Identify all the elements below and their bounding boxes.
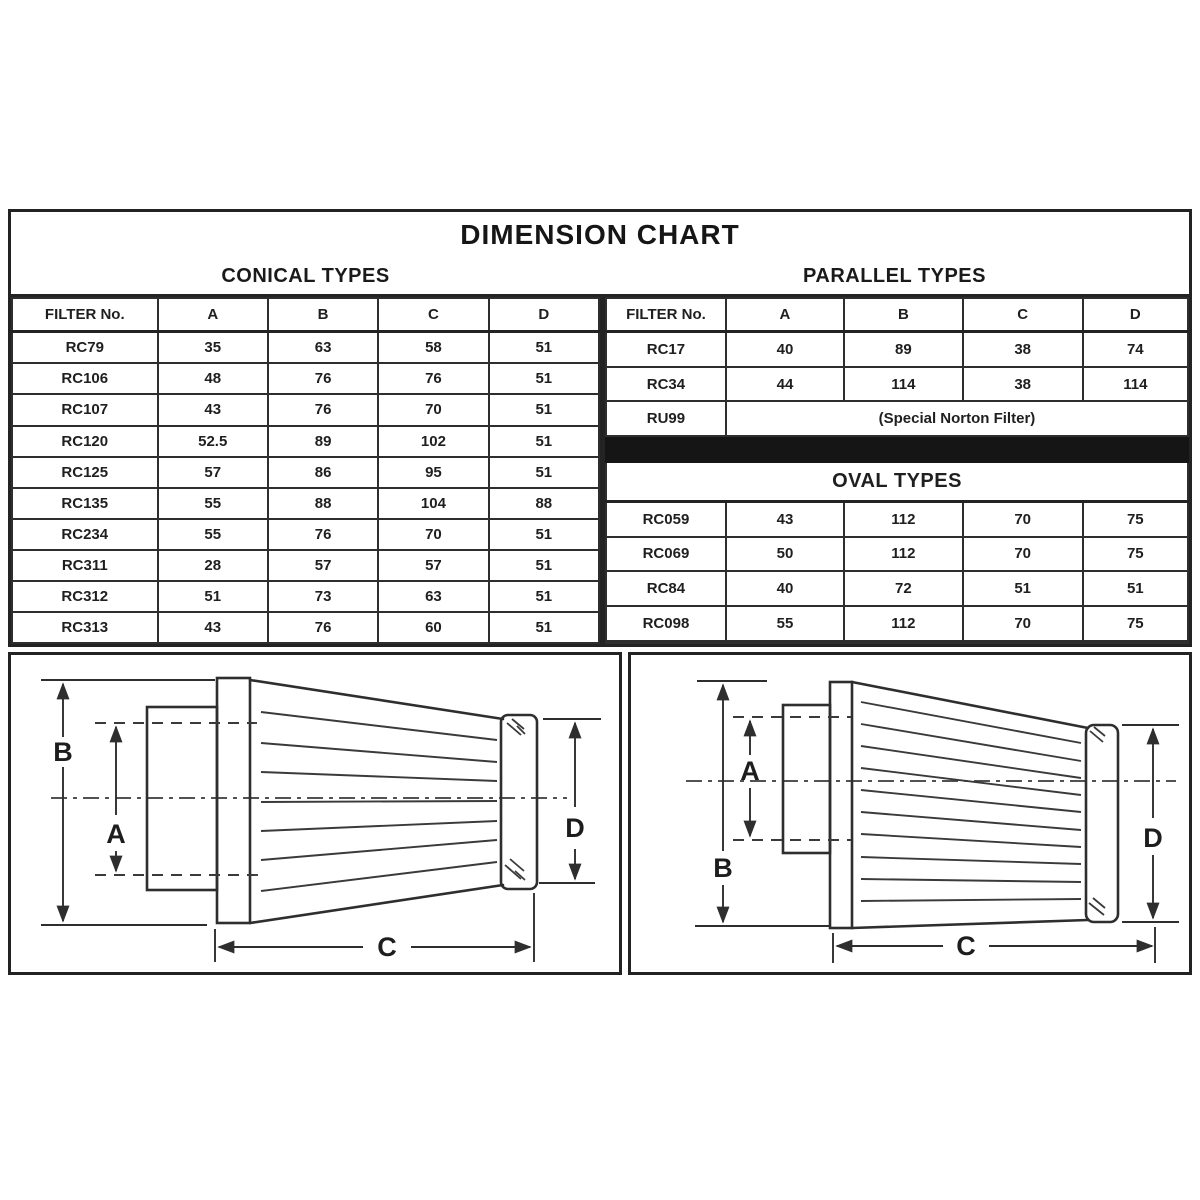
dim-label-a: A [106, 819, 126, 849]
dim-value-cell: 48 [158, 363, 268, 394]
column-header-a: A [726, 298, 844, 332]
filter-row [12, 426, 599, 457]
dim-value-cell: 51 [489, 519, 599, 550]
separator-bar [606, 436, 1188, 461]
parallel-filter-drawing [631, 655, 1189, 972]
dim-label-b: B [53, 737, 73, 767]
filter-row [12, 612, 599, 643]
dim-value-cell: 51 [489, 581, 599, 612]
filter-row [606, 606, 1188, 641]
column-header-b: B [268, 298, 378, 332]
filter-row [12, 457, 599, 488]
dim-value-cell: 51 [1083, 571, 1188, 606]
dim-value-cell: 28 [158, 550, 268, 581]
filter-no-cell: RC79 [12, 332, 158, 364]
filter-no-cell: RC125 [12, 457, 158, 488]
dim-value-cell: 44 [726, 367, 844, 402]
dim-value-cell: 51 [963, 571, 1083, 606]
end-cap [501, 715, 537, 889]
filter-no-cell: RC120 [12, 426, 158, 457]
dim-value-cell: 104 [378, 488, 488, 519]
dim-value-cell: 58 [378, 332, 488, 364]
dim-value-cell: 75 [1083, 606, 1188, 641]
dim-value-cell: 51 [158, 581, 268, 612]
dim-value-cell: 112 [844, 537, 963, 572]
filter-row [12, 488, 599, 519]
conical-table [11, 297, 600, 644]
dim-value-cell: 51 [489, 550, 599, 581]
filter-no-cell: RC098 [606, 606, 726, 641]
dim-value-cell: 102 [378, 426, 488, 457]
filter-row [12, 550, 599, 581]
dim-value-cell: 35 [158, 332, 268, 364]
dim-value-cell: 50 [726, 537, 844, 572]
body-top-edge [852, 682, 1088, 728]
filter-row [12, 332, 599, 364]
dim-value-cell: 51 [489, 394, 599, 425]
dim-label-d: D [1143, 823, 1163, 853]
filter-no-cell: RC106 [12, 363, 158, 394]
filter-row [606, 501, 1188, 536]
dim-value-cell: 57 [268, 550, 378, 581]
conical-table-panel [11, 297, 600, 644]
parallel-oval-table-panel [600, 297, 1189, 644]
filter-no-cell: RC17 [606, 332, 726, 367]
mounting-flange [830, 682, 852, 928]
dimension-chart-block [8, 209, 1192, 647]
end-cap [1086, 725, 1118, 922]
filter-no-cell: RC312 [12, 581, 158, 612]
filter-row [606, 571, 1188, 606]
conical-section-title: CONICAL TYPES [221, 264, 390, 287]
column-header-b: B [844, 298, 963, 332]
pleat-lines [261, 712, 497, 891]
dim-value-cell: 75 [1083, 537, 1188, 572]
dim-value-cell: 89 [844, 332, 963, 367]
filter-row [12, 519, 599, 550]
filter-no-cell: RC34 [606, 367, 726, 402]
filter-no-cell: RC107 [12, 394, 158, 425]
oval-section-title-row [606, 462, 1188, 502]
filter-row [606, 537, 1188, 572]
column-header-c: C [963, 298, 1083, 332]
dimension-a [733, 717, 851, 840]
dim-value-cell: 74 [1083, 332, 1188, 367]
conical-header-row [12, 298, 599, 332]
dim-label-c: C [377, 932, 397, 962]
dim-value-cell: 86 [268, 457, 378, 488]
dim-value-cell: 88 [489, 488, 599, 519]
dim-value-cell: 76 [268, 363, 378, 394]
special-note-cell: (Special Norton Filter) [726, 401, 1188, 436]
dim-value-cell: 76 [268, 394, 378, 425]
dim-value-cell: 114 [844, 367, 963, 402]
dim-value-cell: 51 [489, 457, 599, 488]
dim-value-cell: 51 [489, 426, 599, 457]
dim-value-cell: 70 [963, 606, 1083, 641]
dim-value-cell: 51 [489, 332, 599, 364]
separator-bar-cell [606, 436, 1188, 461]
parallel-oval-table [605, 297, 1189, 644]
parallel-section-title: PARALLEL TYPES [803, 264, 986, 287]
section-title-row [11, 258, 1189, 294]
inlet-collar [783, 705, 830, 853]
column-header-filter-no: FILTER No. [606, 298, 726, 332]
dim-value-cell: 112 [844, 606, 963, 641]
dim-value-cell: 38 [963, 367, 1083, 402]
dim-label-d: D [565, 813, 585, 843]
dim-value-cell: 52.5 [158, 426, 268, 457]
column-header-d: D [489, 298, 599, 332]
title-row [11, 212, 1189, 258]
mounting-flange [217, 678, 250, 923]
dimension-d [1122, 725, 1179, 922]
filter-no-cell: RC069 [606, 537, 726, 572]
filter-row [606, 332, 1188, 367]
pleat-lines [861, 702, 1081, 901]
conical-filter-drawing [11, 655, 619, 972]
dim-label-b: B [713, 853, 733, 883]
cap-hatching [1089, 727, 1105, 915]
special-filter-row [606, 401, 1188, 436]
dim-value-cell: 40 [726, 571, 844, 606]
parallel-diagram-box [628, 652, 1192, 975]
conical-diagram-box [8, 652, 622, 975]
page-title: DIMENSION CHART [460, 219, 740, 250]
filter-no-cell: RC313 [12, 612, 158, 643]
dim-value-cell: 72 [844, 571, 963, 606]
dim-value-cell: 76 [378, 363, 488, 394]
dim-value-cell: 89 [268, 426, 378, 457]
dim-value-cell: 112 [844, 501, 963, 536]
filter-no-cell: RC234 [12, 519, 158, 550]
filter-row [12, 581, 599, 612]
dimension-a [95, 723, 261, 875]
dim-value-cell: 76 [268, 612, 378, 643]
dim-value-cell: 114 [1083, 367, 1188, 402]
filter-no-cell: RC311 [12, 550, 158, 581]
dimension-b [41, 680, 215, 925]
dim-value-cell: 70 [378, 394, 488, 425]
column-header-filter-no: FILTER No. [12, 298, 158, 332]
dim-value-cell: 55 [158, 519, 268, 550]
dim-value-cell: 63 [378, 581, 488, 612]
filter-row [12, 394, 599, 425]
filter-no-cell: RU99 [606, 401, 726, 436]
dim-value-cell: 76 [268, 519, 378, 550]
dimension-d [539, 719, 601, 883]
filter-no-cell: RC84 [606, 571, 726, 606]
parallel-header-row [606, 298, 1188, 332]
dim-value-cell: 57 [378, 550, 488, 581]
filter-no-cell: RC059 [606, 501, 726, 536]
dim-value-cell: 73 [268, 581, 378, 612]
cone-top-edge [250, 680, 503, 719]
dim-value-cell: 60 [378, 612, 488, 643]
dim-value-cell: 43 [158, 394, 268, 425]
dim-value-cell: 55 [726, 606, 844, 641]
oval-section-title: OVAL TYPES [606, 462, 1188, 502]
filter-no-cell: RC135 [12, 488, 158, 519]
dim-value-cell: 43 [726, 501, 844, 536]
dim-value-cell: 40 [726, 332, 844, 367]
dim-value-cell: 51 [489, 363, 599, 394]
dim-value-cell: 43 [158, 612, 268, 643]
filter-row [606, 367, 1188, 402]
dim-value-cell: 88 [268, 488, 378, 519]
column-header-c: C [378, 298, 488, 332]
dim-value-cell: 55 [158, 488, 268, 519]
dim-value-cell: 70 [963, 537, 1083, 572]
empty-filler-row [606, 641, 1188, 643]
dim-value-cell: 57 [158, 457, 268, 488]
dimension-c [833, 927, 1155, 963]
filter-outline [147, 678, 537, 923]
dim-value-cell: 75 [1083, 501, 1188, 536]
body-bottom-edge [852, 920, 1088, 928]
cap-hatching [505, 719, 525, 880]
filter-row [12, 363, 599, 394]
dim-value-cell: 70 [963, 501, 1083, 536]
dim-value-cell: 51 [489, 612, 599, 643]
dim-label-a: A [740, 756, 760, 786]
dim-value-cell: 70 [378, 519, 488, 550]
cone-bottom-edge [250, 885, 503, 923]
filter-outline [783, 682, 1118, 928]
dim-value-cell: 63 [268, 332, 378, 364]
tables-row [11, 294, 1189, 644]
column-header-a: A [158, 298, 268, 332]
column-header-d: D [1083, 298, 1188, 332]
dim-value-cell: 95 [378, 457, 488, 488]
dim-label-c: C [956, 931, 976, 961]
dim-value-cell: 38 [963, 332, 1083, 367]
